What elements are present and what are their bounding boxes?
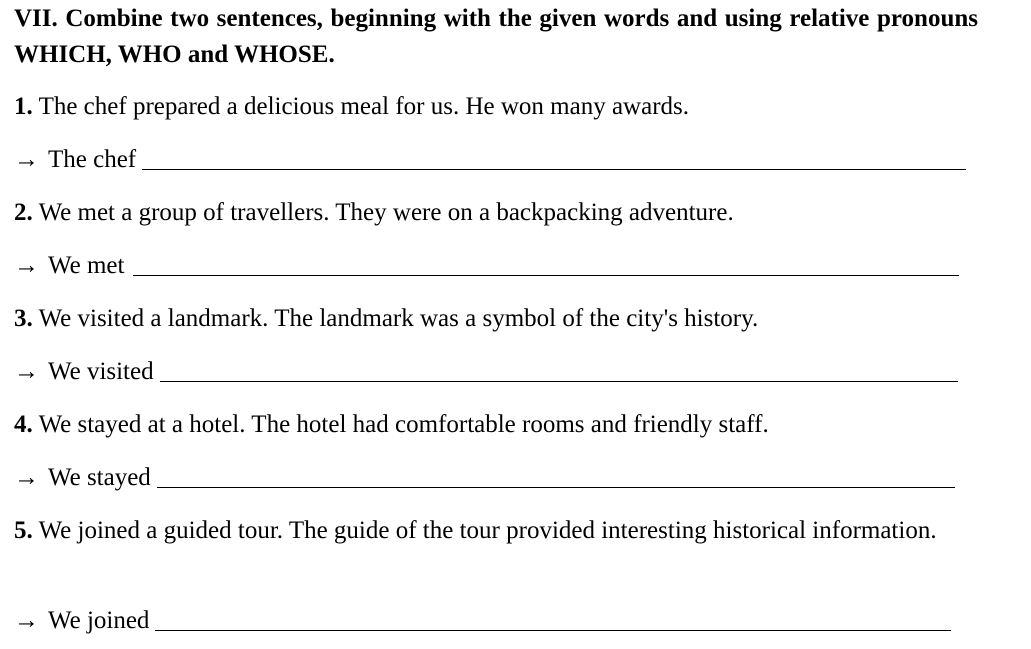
exercise-heading: VII. Combine two sentences, beginning with the given words and using relative pronouns WHICH, WHO and WHOSE. (14, 5, 978, 68)
question-sentence: We stayed at a hotel. The hotel had comfortable rooms and friendly staff. (38, 411, 769, 438)
arrow-icon: → (14, 146, 39, 173)
question-sentence: The chef prepared a delicious meal for us. He won many awards. (38, 93, 690, 120)
answer-blank[interactable] (155, 630, 951, 631)
answer-blank[interactable] (157, 487, 955, 488)
arrow-icon: → (14, 252, 39, 279)
answer-line-2 (14, 248, 959, 284)
answer-line-3 (14, 354, 958, 390)
question-sentence: We visited a landmark. The landmark was a symbol of the city's history. (38, 305, 759, 332)
question-2 (14, 195, 978, 231)
answer-blank[interactable] (160, 381, 958, 382)
answer-line-5 (14, 603, 951, 639)
arrow-icon: → (14, 358, 39, 385)
answer-prompt: We met (48, 252, 125, 279)
question-sentence: We joined a guided tour. The guide of the tour provided interesting historical information. (38, 517, 937, 544)
answer-blank[interactable] (142, 169, 966, 170)
answer-line-1 (14, 142, 966, 178)
answer-blank[interactable] (133, 275, 959, 276)
question-number: 3. (14, 305, 33, 332)
arrow-icon: → (14, 464, 39, 491)
question-number: 1. (14, 93, 33, 120)
arrow-icon: → (14, 607, 39, 634)
question-sentence: We met a group of travellers. They were on a backpacking adventure. (38, 199, 734, 226)
answer-prompt: We joined (48, 607, 150, 634)
question-number: 2. (14, 199, 33, 226)
question-1 (14, 89, 978, 125)
answer-line-4 (14, 460, 955, 496)
question-5 (14, 513, 978, 549)
answer-prompt: We stayed (48, 464, 151, 491)
question-3 (14, 301, 978, 337)
question-4 (14, 407, 978, 443)
answer-prompt: We visited (48, 358, 154, 385)
question-number: 5. (14, 517, 33, 544)
question-number: 4. (14, 411, 33, 438)
answer-prompt: The chef (48, 146, 137, 173)
